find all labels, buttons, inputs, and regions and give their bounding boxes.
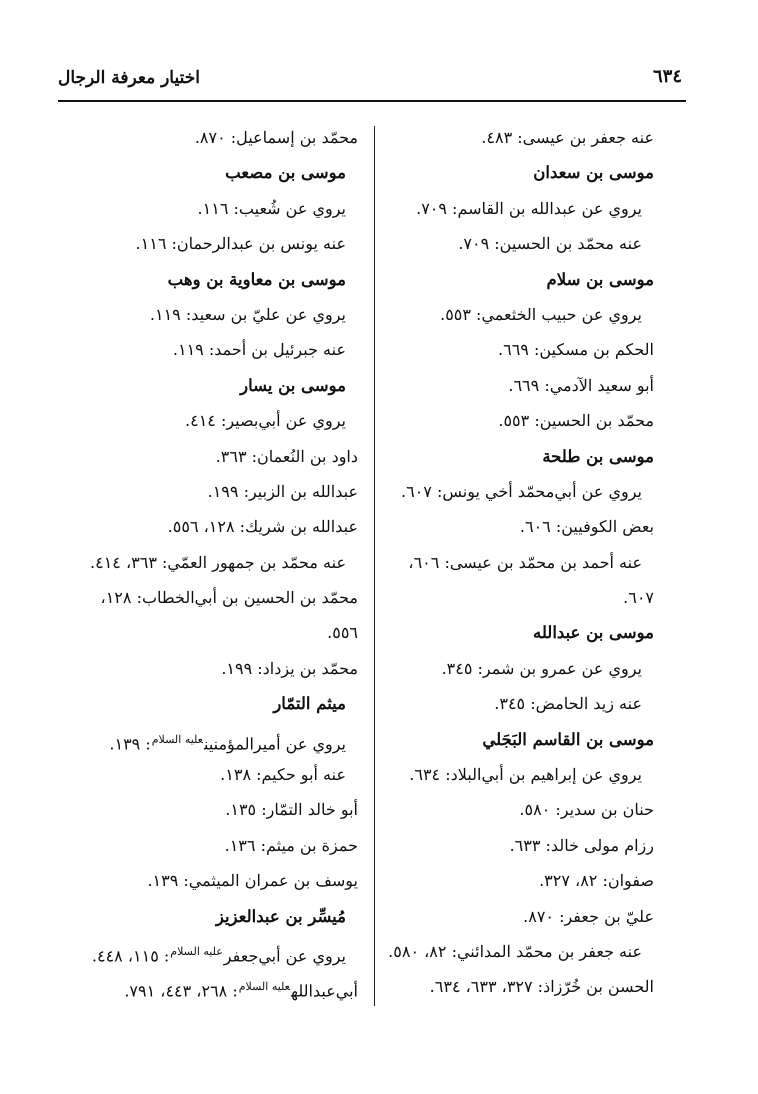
index-entry: يروي عن أبي‌بصير: ٤١٤. bbox=[185, 411, 346, 431]
entry-heading: موسى بن مصعب bbox=[225, 163, 346, 183]
index-entry: يروي عن عمرو بن شمر: ٣٤٥. bbox=[441, 658, 642, 678]
index-entry: محمّد بن يزداد: ١٩٩. bbox=[221, 658, 358, 678]
index-entry: أبو سعيد الآدمي: ٦٦٩. bbox=[508, 375, 654, 395]
index-entry: أبو خالد التمّار: ١٣٥. bbox=[225, 800, 358, 820]
entry-text: يروي عن أبي‌جعفر bbox=[223, 946, 346, 966]
index-entry: الحسن بن خُرّزاذ: ٣٢٧، ٦٣٣، ٦٣٤. bbox=[429, 977, 654, 997]
index-entry: عنه جعفر بن محمّد المدائني: ٨٢، ٥٨٠. bbox=[388, 941, 642, 961]
entry-pages: : ١٣٩. bbox=[109, 733, 151, 753]
index-entry: يروي عن حبيب الخثعمي: ٥٥٣. bbox=[440, 304, 642, 324]
index-entry: حمزة بن ميثم: ١٣٦. bbox=[224, 835, 358, 855]
page-header bbox=[58, 62, 686, 102]
index-entry: يروي عن عبدالله بن القاسم: ٧٠٩. bbox=[416, 198, 642, 218]
index-entry: ٦٠٧. bbox=[623, 588, 654, 608]
entry-heading: موسى بن يسار bbox=[240, 375, 346, 395]
index-entry: عنه أبو حكيم: ١٣٨. bbox=[220, 765, 346, 785]
index-entry: يروي عن عليّ بن سعيد: ١١٩. bbox=[149, 304, 346, 324]
right-column bbox=[388, 120, 654, 1005]
entry-heading: ميثم التمّار bbox=[273, 694, 346, 714]
index-entry: عنه جعفر بن عيسى: ٤٨٣. bbox=[481, 128, 654, 147]
entry-pages: : ١١٥، ٤٤٨. bbox=[91, 946, 170, 966]
index-entry: عنه أحمد بن محمّد بن عيسى: ٦٠٦، bbox=[408, 552, 642, 572]
index-entry: عنه محمّد بن الحسين: ٧٠٩. bbox=[458, 234, 642, 254]
index-entry: عنه زيد الحامض: ٣٤٥. bbox=[494, 694, 642, 714]
index-entry: محمّد بن إسماعيل: ٨٧٠. bbox=[194, 128, 358, 147]
entry-heading: موسى بن سعدان bbox=[533, 163, 654, 183]
entry-heading: موسى بن عبدالله bbox=[533, 623, 654, 643]
entry-heading: موسى بن طلحة bbox=[542, 446, 654, 466]
index-entry: عبدالله بن شريك: ١٢٨، ٥٥٦. bbox=[167, 517, 358, 537]
index-entry bbox=[58, 934, 358, 969]
page-number: ٦٣٤ bbox=[652, 66, 682, 87]
index-entry: يروي عن إبراهيم بن أبي‌البلاد: ٦٣٤. bbox=[409, 765, 642, 785]
entry-heading: موسى بن القاسم البَجَلي bbox=[482, 729, 654, 749]
index-entry: محمّد بن الحسين بن أبي‌الخطاب: ١٢٨، bbox=[100, 588, 358, 608]
index-entry bbox=[58, 969, 358, 1004]
left-column bbox=[58, 120, 358, 1005]
index-entry: الحكم بن مسكين: ٦٦٩. bbox=[498, 340, 654, 360]
index-entry: يروي عن أبي‌محمّد أخي يونس: ٦٠٧. bbox=[401, 481, 642, 501]
entry-text: أبي‌عبدالله bbox=[291, 981, 358, 1001]
honorific-glyph: عليه السلام bbox=[238, 980, 290, 994]
honorific-glyph: عليه السلام bbox=[151, 732, 203, 746]
index-entry: صفوان: ٨٢، ٣٢٧. bbox=[539, 871, 654, 891]
index-entry: عنه محمّد بن جمهور العمّي: ٣٦٣، ٤١٤. bbox=[90, 552, 346, 572]
entry-heading: مُيسِّر بن عبدالعزيز bbox=[215, 906, 346, 926]
entry-pages: : ٢٦٨، ٤٤٣، ٧٩١. bbox=[124, 981, 238, 1001]
index-entry: يوسف بن عمران الميثمي: ١٣٩. bbox=[147, 871, 358, 891]
index-entry: ٥٥٦. bbox=[327, 623, 358, 643]
index-entry: محمّد بن الحسين: ٥٥٣. bbox=[498, 411, 654, 431]
index-entry bbox=[58, 722, 358, 757]
index-entry: عنه جبرئيل بن أحمد: ١١٩. bbox=[172, 340, 346, 360]
index-entry: عنه يونس بن عبدالرحمان: ١١٦. bbox=[135, 234, 346, 254]
index-entry: داود بن النُعمان: ٣٦٣. bbox=[215, 446, 358, 466]
honorific-glyph: عليه السلام bbox=[170, 944, 223, 958]
entry-text: يروي عن أميرالمؤمنين bbox=[204, 733, 346, 753]
column-divider bbox=[374, 126, 375, 1006]
index-entry: حنان بن سدير: ٥٨٠. bbox=[519, 800, 654, 820]
index-entry: رزام مولى خالد: ٦٣٣. bbox=[509, 835, 654, 855]
running-title: اختيار معرفة الرجال bbox=[58, 68, 200, 88]
entry-heading: موسى بن سلام bbox=[546, 269, 654, 289]
entry-heading: موسى بن معاوية بن وهب bbox=[167, 269, 346, 289]
index-entry: يروي عن شُعيب: ١١٦. bbox=[197, 198, 346, 218]
index-entry: عبدالله بن الزبير: ١٩٩. bbox=[207, 481, 358, 501]
index-entry: بعض الكوفيين: ٦٠٦. bbox=[519, 517, 654, 537]
index-entry: عليّ بن جعفر: ٨٧٠. bbox=[523, 906, 654, 926]
